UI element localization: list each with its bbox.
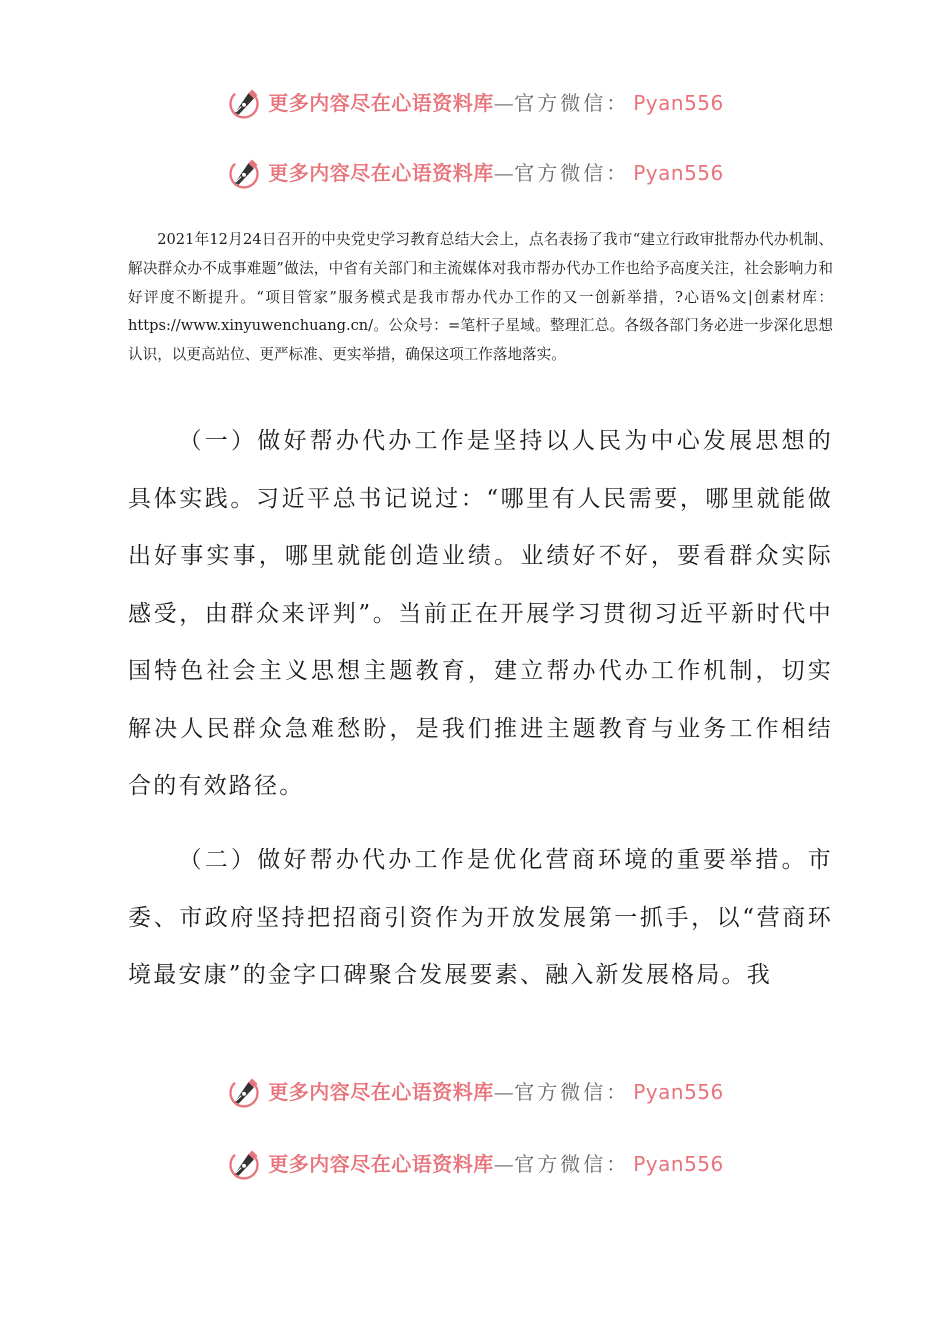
watermark-library-name: 更多内容尽在心语资料库	[268, 1152, 494, 1176]
watermark-text	[268, 1154, 724, 1174]
watermark-text	[268, 93, 724, 113]
watermark-wechat-label: 官方微信：	[514, 1152, 630, 1176]
watermark-wechat-id: Pyan556	[633, 1152, 724, 1176]
watermark-wechat-id: Pyan556	[633, 161, 724, 185]
pen-nib-logo-icon	[226, 155, 262, 191]
watermark-wechat-label: 官方微信：	[514, 1080, 630, 1104]
watermark-dash: —	[493, 161, 515, 185]
watermark-wechat-label: 官方微信：	[514, 91, 630, 115]
watermark-wechat-label: 官方微信：	[514, 161, 630, 185]
watermark-banner-top-1	[0, 83, 950, 123]
watermark-library-name: 更多内容尽在心语资料库	[268, 91, 494, 115]
watermark-dash: —	[493, 91, 515, 115]
pen-nib-logo-icon	[226, 85, 262, 121]
intro-paragraph: 2021年12月24日召开的中央党史学习教育总结大会上，点名表扬了我市“建立行政审批帮办代办机制、解决群众办不成事难题”做法，中省有关部门和主流媒体对我市帮办代办工作也给予高度关注，社会影响力和好评度不断提升。“项目管家”服务模式是我市帮办代办工作的又一创新举措，?心语%文|创素材库：https://www.xinyuwenchuang.cn/。公众号：=笔杆子星域。整理汇总。各级各部门务必进一步深化思想认识，以更高站位、更严标准、更实举措，确保这项工作落地落实。	[128, 231, 833, 364]
watermark-banner-top-2	[0, 153, 950, 193]
watermark-library-name: 更多内容尽在心语资料库	[268, 161, 494, 185]
watermark-wechat-id: Pyan556	[633, 91, 724, 115]
watermark-dash: —	[493, 1080, 515, 1104]
pen-nib-logo-icon	[226, 1074, 262, 1110]
watermark-text	[268, 1082, 724, 1102]
body-paragraph-1: （一）做好帮办代办工作是坚持以人民为中心发展思想的具体实践。习近平总书记说过：“哪里有人民需要，哪里就能做出好事实事，哪里就能创造业绩。业绩好不好，要看群众实际感受，由群众来评判”。当前正在开展学习贯彻习近平新时代中国特色社会主义思想主题教育，建立帮办代办工作机制，切实解决人民群众急难愁盼，是我们推进主题教育与业务工作相结合的有效路径。	[128, 428, 833, 799]
pen-nib-logo-icon	[226, 1146, 262, 1182]
watermark-text	[268, 163, 724, 183]
watermark-banner-bottom-2	[0, 1144, 950, 1184]
watermark-library-name: 更多内容尽在心语资料库	[268, 1080, 494, 1104]
watermark-dash: —	[493, 1152, 515, 1176]
watermark-banner-bottom-1	[0, 1072, 950, 1112]
body-paragraph-2: （二）做好帮办代办工作是优化营商环境的重要举措。市委、市政府坚持把招商引资作为开放发展第一抓手，以“营商环境最安康”的金字口碑聚合发展要素、融入新发展格局。我	[128, 847, 833, 988]
watermark-wechat-id: Pyan556	[633, 1080, 724, 1104]
